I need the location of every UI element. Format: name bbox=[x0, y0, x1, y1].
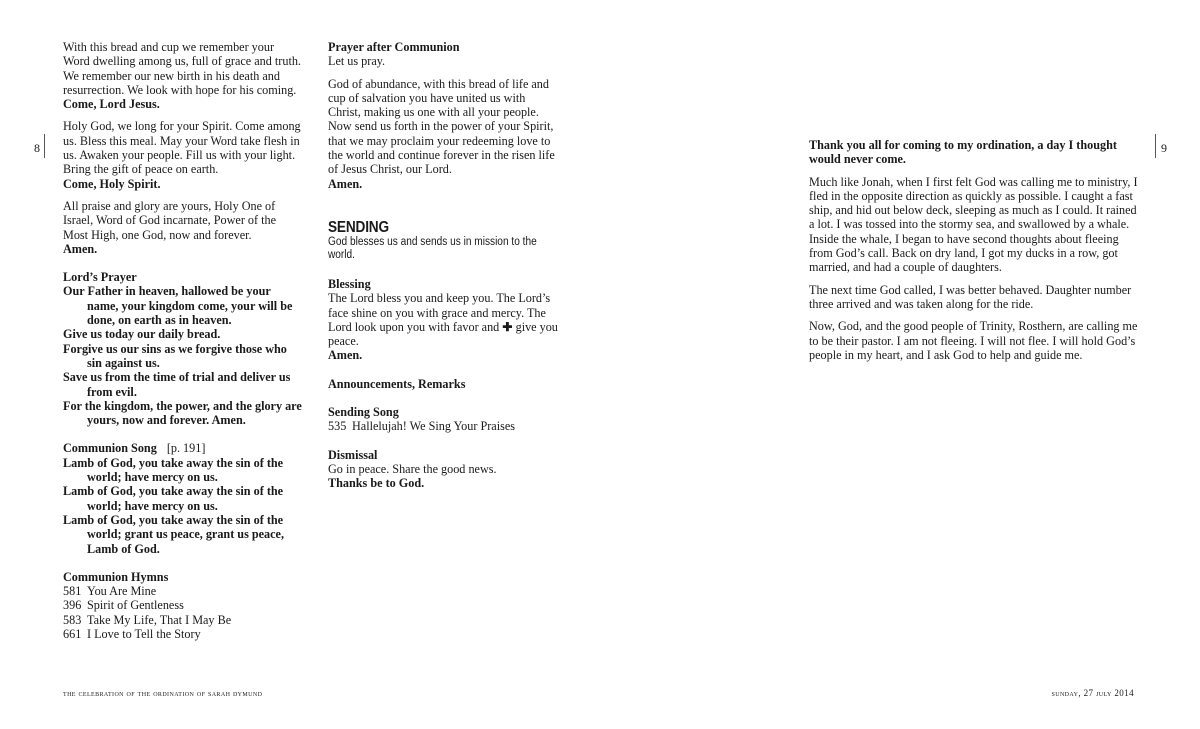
hymn-number: 581 bbox=[63, 584, 82, 599]
communion-song-line: Lamb of God, you take away the sin of the world; have mercy on us. bbox=[63, 455, 284, 485]
epiclesis-response: Come, Holy Spirit. bbox=[63, 176, 161, 191]
sending-song-number: 535 bbox=[328, 419, 347, 434]
announcements-heading: Announcements, Remarks bbox=[328, 376, 466, 391]
communion-song-page-note: [p. 191] bbox=[166, 441, 206, 456]
dismissal-response: Thanks be to God. bbox=[328, 476, 425, 491]
sending-song-title: Hallelujah! We Sing Your Praises bbox=[352, 419, 515, 434]
blessing-amen: Amen. bbox=[328, 348, 363, 363]
hymn-item bbox=[63, 627, 303, 641]
blessing-text-a: The Lord bless you and keep you. The Lord’s face shine on you with grace and mercy. The Lord look upon you with favor and bbox=[328, 291, 551, 334]
hymn-title: Take My Life, That I May Be bbox=[87, 612, 232, 627]
hymn-number: 583 bbox=[63, 612, 82, 627]
prayer-after-amen: Amen. bbox=[328, 176, 363, 191]
epiclesis-text: Holy God, we long for your Spirit. Come among us. Bless this meal. May your Word take flesh in us. Awaken your people. Fill us with your light. Bring the gift of peace on earth. bbox=[63, 119, 301, 177]
cross-icon: ✚ bbox=[502, 319, 513, 334]
hymn-item bbox=[63, 598, 303, 612]
ordination-remarks-p2: The next time God called, I was better behaved. Daughter number three arrived and was taken along for the ride. bbox=[809, 282, 1132, 311]
page-margin-rule-left bbox=[44, 134, 45, 158]
dismissal-heading: Dismissal bbox=[328, 447, 378, 462]
lords-prayer bbox=[63, 284, 303, 427]
prayer-after-communion-heading: Prayer after Communion bbox=[328, 40, 460, 54]
lords-prayer-line: Give us today our daily bread. bbox=[63, 327, 221, 342]
footer-event-title: the celebration of the ordination of sarah dymund bbox=[63, 688, 263, 698]
lords-prayer-line: Our Father in heaven, hallowed be your name, your kingdom come, your will be done, on earth as in heaven. bbox=[63, 284, 293, 328]
communion-song-line: Lamb of God, you take away the sin of the world; grant us peace, grant us peace, Lamb of God. bbox=[63, 512, 285, 556]
communion-song-heading bbox=[63, 441, 303, 455]
blessing-heading: Blessing bbox=[328, 276, 371, 291]
sending-heading: SENDING bbox=[328, 218, 389, 236]
doxology-response: Amen. bbox=[63, 241, 98, 256]
hymn-item bbox=[63, 584, 303, 598]
sending-song-heading: Sending Song bbox=[328, 405, 399, 420]
footer-date: sunday, 27 july 2014 bbox=[1051, 688, 1134, 698]
dismissal-text: Go in peace. Share the good news. bbox=[328, 461, 497, 476]
sending-subtitle: God blesses us and sends us in mission to the world. bbox=[328, 235, 537, 262]
hymn-title: I Love to Tell the Story bbox=[87, 626, 201, 641]
hymn-number: 661 bbox=[63, 626, 82, 641]
remembrance-response: Come, Lord Jesus. bbox=[63, 97, 160, 112]
ordination-remarks-lead: Thank you all for coming to my ordination, a day I thought would never come. bbox=[809, 138, 1117, 167]
prayer-after-intro: Let us pray. bbox=[328, 54, 386, 69]
communion-song-line: Lamb of God, you take away the sin of the world; have mercy on us. bbox=[63, 484, 284, 513]
lords-prayer-line: For the kingdom, the power, and the glory are yours, now and forever. Amen. bbox=[63, 398, 302, 428]
ordination-remarks-p3: Now, God, and the good people of Trinity, Rosthern, are calling me to be their pastor. I am not fleeing. I will not flee. I will hold God’s people in my heart, and I ask God to help and guide me. bbox=[809, 319, 1138, 362]
prayer-after-text: God of abundance, with this bread of life and cup of salvation you have united us with Christ, making us one with all your people. Now send us forth in the power of your Spirit, that we may proclaim your redeeming love to the world and continue forever in the risen life of Jesus Christ, our Lord. bbox=[328, 76, 555, 177]
remembrance-text: With this bread and cup we remember your Word dwelling among us, full of grace and truth. We remember our new birth in his death and resurrection. We look with hope for his coming. bbox=[63, 40, 301, 97]
lords-prayer-heading: Lord’s Prayer bbox=[63, 270, 137, 285]
left-page-column-2 bbox=[328, 40, 560, 491]
right-page-column bbox=[809, 138, 1144, 362]
blessing-text bbox=[328, 291, 560, 348]
doxology-text: All praise and glory are yours, Holy One of Israel, Word of God incarnate, Power of the Most High, one God, now and forever. bbox=[63, 198, 277, 242]
communion-hymns-list bbox=[63, 584, 303, 641]
page-margin-rule-right bbox=[1155, 134, 1156, 158]
hymn-title: Spirit of Gentleness bbox=[87, 598, 184, 613]
lords-prayer-line: Save us from the time of trial and deliver us from evil. bbox=[63, 370, 291, 399]
communion-song-title: Communion Song bbox=[63, 441, 157, 456]
sending-song bbox=[328, 419, 560, 433]
communion-hymns-heading: Communion Hymns bbox=[63, 569, 169, 584]
hymn-number: 396 bbox=[63, 598, 82, 613]
page-number-left: 8 bbox=[34, 141, 40, 155]
lords-prayer-line: Forgive us our sins as we forgive those who sin against us. bbox=[63, 341, 287, 370]
hymn-item bbox=[63, 613, 303, 627]
left-page-column-1 bbox=[63, 40, 303, 641]
communion-song bbox=[63, 456, 303, 556]
ordination-remarks-p1: Much like Jonah, when I first felt God was calling me to ministry, I fled in the opposite direction as quickly as possible. I caught a fast ship, and hid out below deck, sleeping as much as I could. It rained a lot. I was tossed into the stormy sea, and swallowed by a whale. Inside the whale, I began to have second thoughts about fleeing from God’s call. Back on dry land, I got my ducks in a row, got married, and had a couple of daughters. bbox=[809, 174, 1138, 275]
page-number-right: 9 bbox=[1161, 141, 1167, 155]
blessing-text-b: give you peace. bbox=[328, 319, 558, 349]
hymn-title: You Are Mine bbox=[87, 584, 157, 599]
